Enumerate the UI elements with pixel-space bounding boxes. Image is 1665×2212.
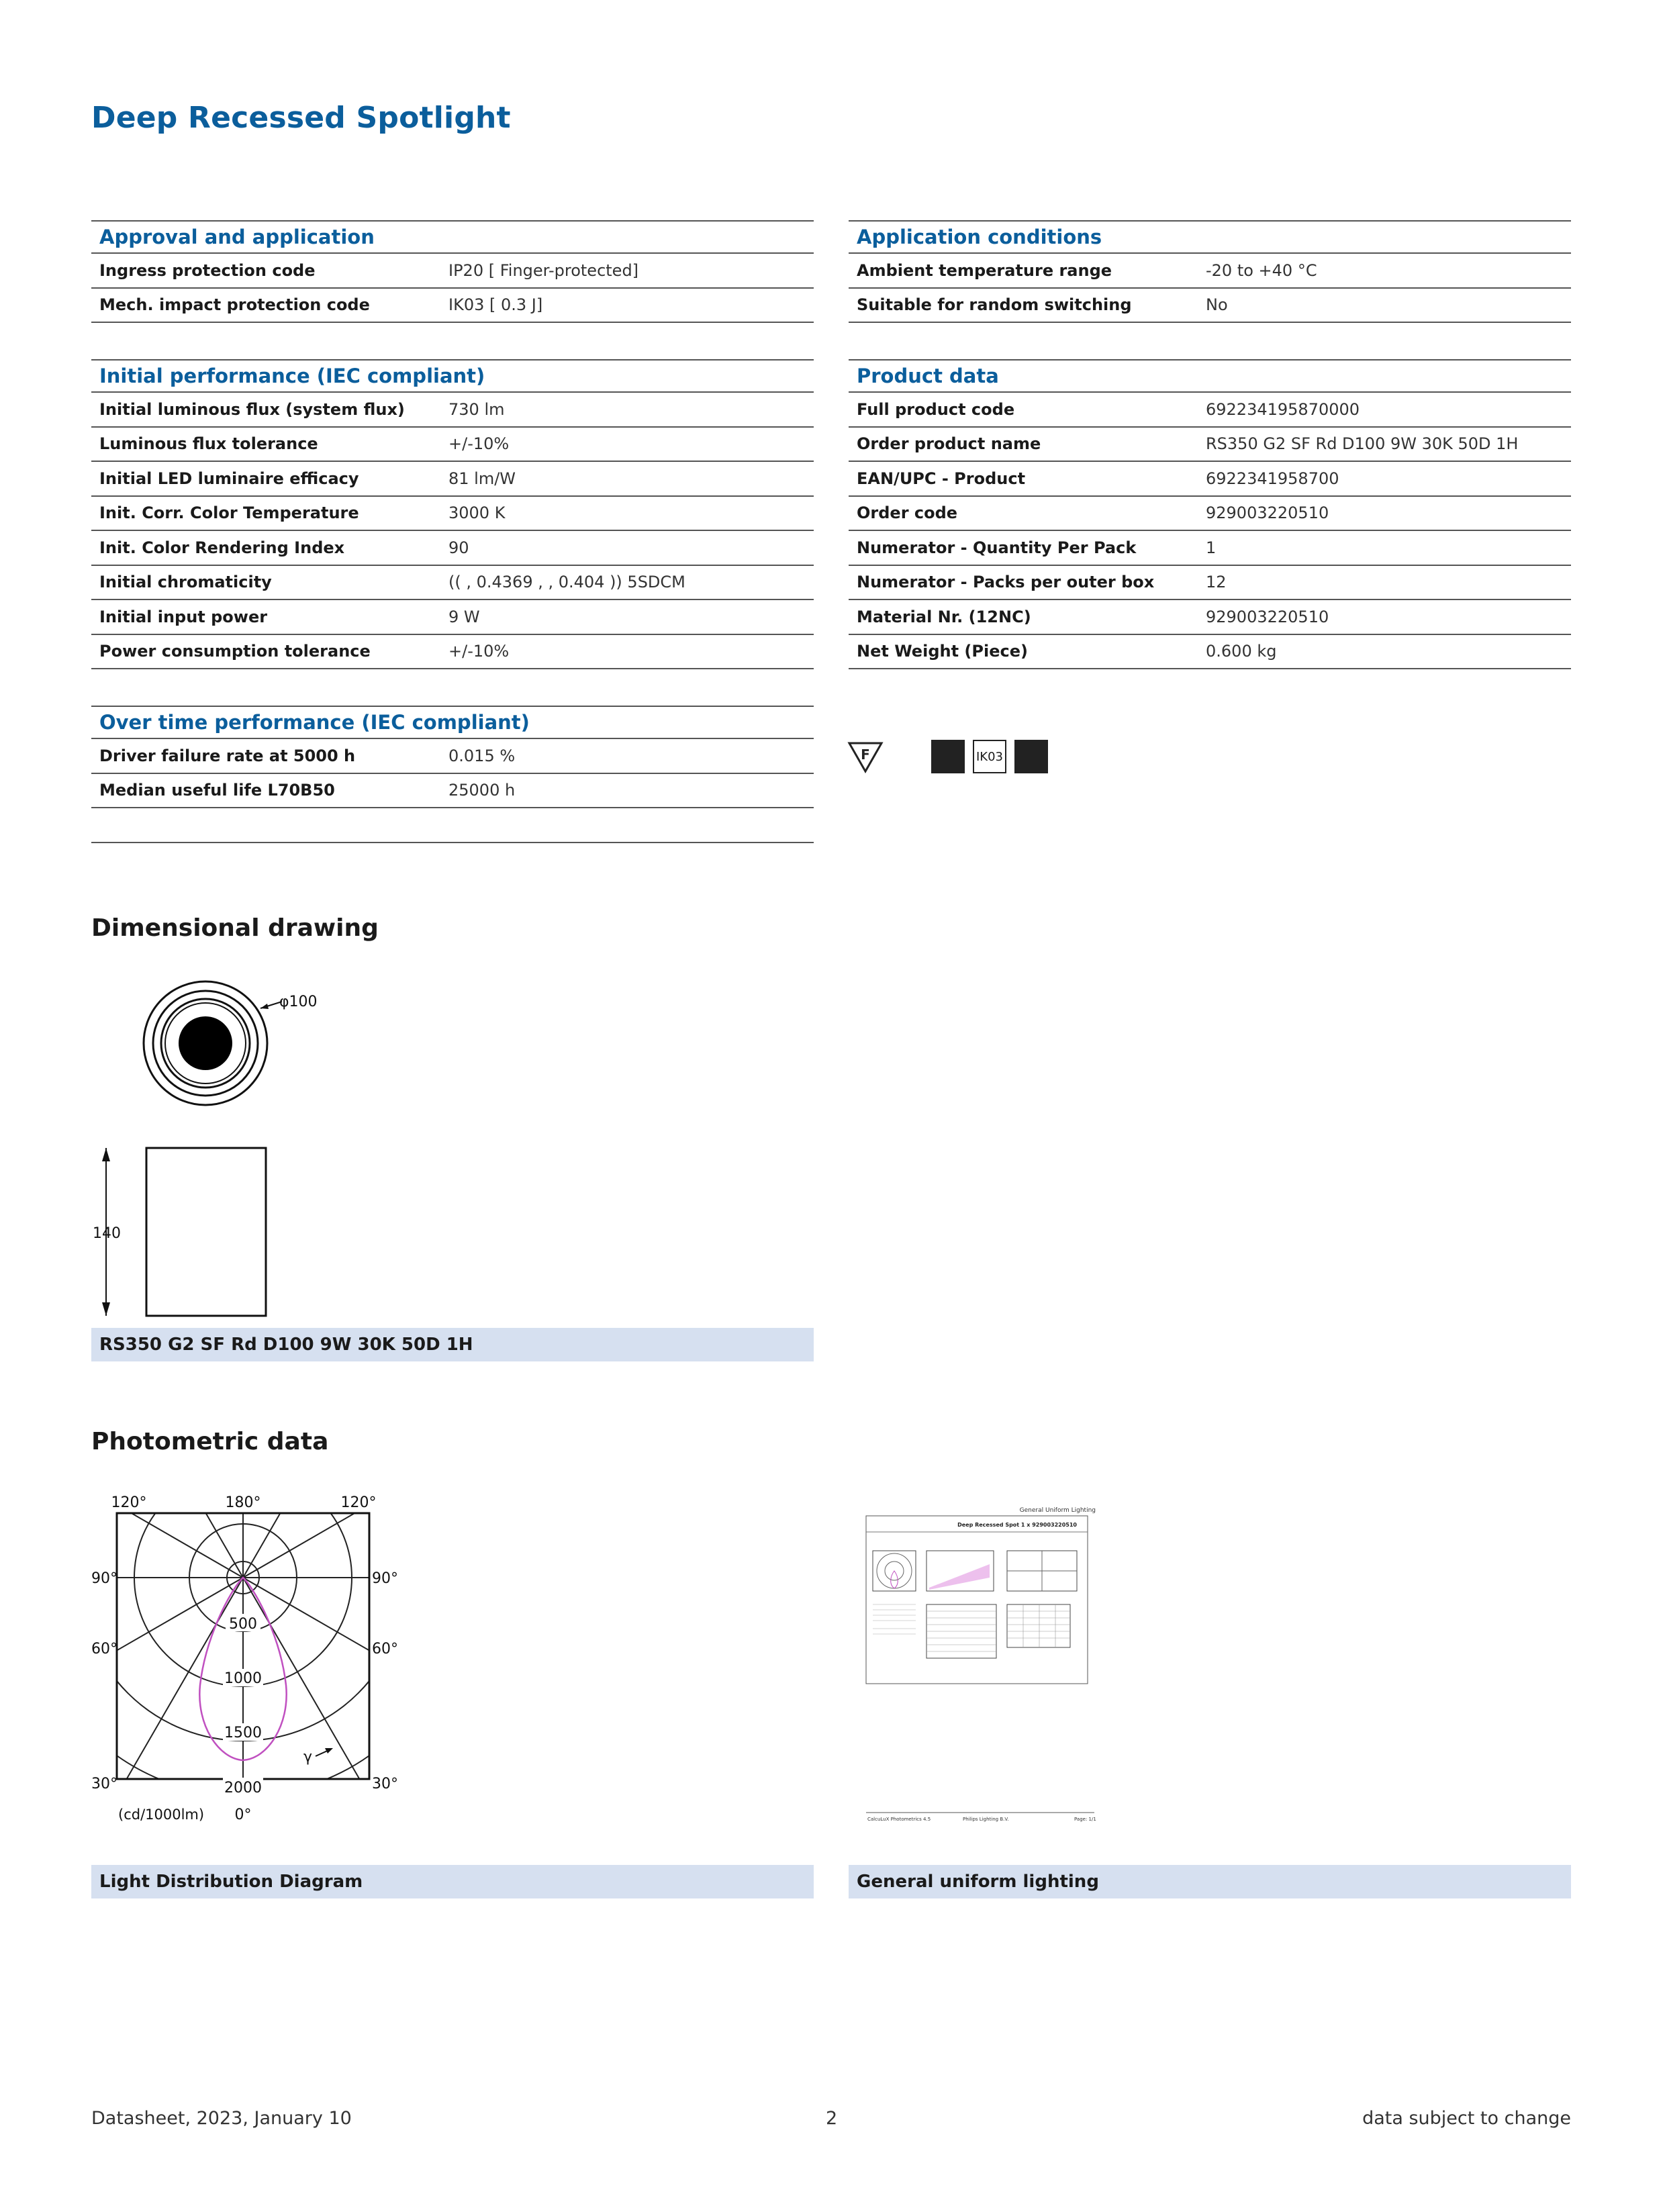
- table-row: [91, 497, 814, 532]
- table-row: [91, 289, 814, 324]
- row-key: Net Weight (Piece): [857, 642, 1028, 661]
- page-title: Deep Recessed Spotlight: [91, 101, 511, 135]
- row-value: -20 to +40 °C: [1206, 260, 1317, 280]
- table-row: [91, 462, 814, 497]
- angle-label-bottom: 0°: [234, 1807, 252, 1823]
- table-row: [849, 428, 1571, 463]
- angle-label-right-60: 60°: [372, 1641, 398, 1657]
- dimensional-caption: RS350 G2 SF Rd D100 9W 30K 50D 1H: [91, 1328, 814, 1361]
- uniform-lighting-sheet: [862, 1504, 1104, 1826]
- uniform-footer-mid: Philips Lighting B.V.: [963, 1817, 1009, 1822]
- row-value: No: [1206, 295, 1228, 315]
- table-header: Over time performance (IEC compliant): [91, 706, 814, 739]
- angle-label-right-90: 90°: [372, 1570, 398, 1587]
- table-header: Approval and application: [91, 220, 814, 254]
- row-key: Suitable for random switching: [857, 295, 1132, 315]
- dimensional-drawing: [87, 967, 342, 1323]
- angle-label-right-30: 30°: [372, 1776, 398, 1792]
- table-row: [91, 635, 814, 670]
- table-row: [849, 393, 1571, 428]
- f-mark-icon: [847, 741, 884, 773]
- table-initial-performance: [91, 359, 814, 669]
- row-value: +/-10%: [448, 642, 510, 661]
- row-key: Numerator - Quantity Per Pack: [857, 538, 1137, 557]
- footer-disclaimer: data subject to change: [1362, 2108, 1571, 2129]
- angle-label-left-30: 30°: [91, 1776, 117, 1792]
- row-key: Init. Corr. Color Temperature: [99, 503, 359, 523]
- table-approval: [91, 220, 814, 323]
- row-value: 6922341958700: [1206, 469, 1339, 488]
- row-value: 929003220510: [1206, 607, 1329, 626]
- black-square-icon: [931, 740, 965, 773]
- row-value: 1: [1206, 538, 1217, 557]
- row-key: Initial input power: [99, 607, 268, 626]
- row-key: Luminous flux tolerance: [99, 434, 318, 454]
- gamma-label: γ: [303, 1749, 313, 1766]
- angle-label-top-left: 120°: [111, 1494, 147, 1511]
- table-row-empty: [91, 808, 814, 843]
- table-row: [91, 600, 814, 635]
- uniform-lighting-caption: General uniform lighting: [849, 1865, 1571, 1898]
- ring-label-1500: 1500: [224, 1725, 262, 1741]
- table-row: [91, 254, 814, 289]
- row-key: Mech. impact protection code: [99, 295, 370, 315]
- dimensional-drawing-title: Dimensional drawing: [91, 914, 379, 942]
- row-key: Power consumption tolerance: [99, 642, 371, 661]
- table-row: [849, 531, 1571, 566]
- row-key: Material Nr. (12NC): [857, 607, 1031, 626]
- row-key: Ambient temperature range: [857, 260, 1112, 280]
- row-value: 90: [448, 538, 469, 557]
- row-key: Initial luminous flux (system flux): [99, 399, 405, 419]
- row-value: 0.600 kg: [1206, 642, 1277, 661]
- row-value: 12: [1206, 573, 1227, 592]
- table-row: [849, 462, 1571, 497]
- footer-page-number: 2: [826, 2108, 838, 2129]
- table-product-data: [849, 359, 1571, 669]
- height-label: 140: [93, 1225, 121, 1242]
- angle-label-top-center: 180°: [225, 1494, 261, 1511]
- row-key: Numerator - Packs per outer box: [857, 573, 1155, 592]
- row-key: Initial chromaticity: [99, 573, 272, 592]
- row-value: RS350 G2 SF Rd D100 9W 30K 50D 1H: [1206, 434, 1519, 454]
- table-header: Application conditions: [849, 220, 1571, 254]
- row-value: 692234195870000: [1206, 399, 1360, 419]
- table-header: Product data: [849, 359, 1571, 393]
- row-key: EAN/UPC - Product: [857, 469, 1026, 488]
- ring-label-500: 500: [229, 1616, 257, 1633]
- table-row: [91, 428, 814, 463]
- angle-label-left-90: 90°: [91, 1570, 117, 1587]
- row-key: Initial LED luminaire efficacy: [99, 469, 359, 488]
- uniform-footer-right: Page: 1/1: [1074, 1817, 1096, 1822]
- light-distribution-caption: Light Distribution Diagram: [91, 1865, 814, 1898]
- table-row: [91, 774, 814, 809]
- footer-date: Datasheet, 2023, January 10: [91, 2108, 352, 2129]
- table-overtime-performance: [91, 706, 814, 843]
- row-key: Driver failure rate at 5000 h: [99, 746, 356, 765]
- diameter-label: φ100: [279, 994, 318, 1010]
- unit-label: (cd/1000lm): [118, 1807, 205, 1823]
- row-value: IK03 [ 0.3 J]: [448, 295, 543, 315]
- row-key: Full product code: [857, 399, 1015, 419]
- row-value: 25000 h: [448, 781, 516, 800]
- uniform-footer-left: CalcuLuX Photometrics 4.5: [867, 1817, 931, 1822]
- table-row: [849, 566, 1571, 601]
- table-application-conditions: [849, 220, 1571, 323]
- row-value: 81 lm/W: [448, 469, 516, 488]
- table-row: [91, 531, 814, 566]
- ik03-icon: [973, 740, 1006, 773]
- angle-label-top-right: 120°: [340, 1494, 377, 1511]
- row-key: Ingress protection code: [99, 260, 316, 280]
- table-row: [91, 739, 814, 774]
- ring-label-2000: 2000: [224, 1780, 262, 1796]
- ring-label-1000: 1000: [224, 1670, 262, 1687]
- row-value: IP20 [ Finger-protected]: [448, 260, 639, 280]
- photometric-title: Photometric data: [91, 1428, 329, 1455]
- uniform-lighting-thumbnail: [862, 1504, 1104, 1826]
- row-value: 9 W: [448, 607, 480, 626]
- row-value: 0.015 %: [448, 746, 516, 765]
- table-row: [849, 635, 1571, 670]
- row-key: Median useful life L70B50: [99, 781, 335, 800]
- uniform-subtitle: Deep Recessed Spot 1 x 929003220510: [957, 1522, 1077, 1528]
- angle-label-left-60: 60°: [91, 1641, 117, 1657]
- row-key: Order code: [857, 503, 958, 523]
- table-row: [91, 393, 814, 428]
- row-key: Order product name: [857, 434, 1041, 454]
- light-distribution-diagram: [87, 1484, 410, 1839]
- black-square-icon: [1014, 740, 1048, 773]
- row-key: Init. Color Rendering Index: [99, 538, 345, 557]
- uniform-header: General Uniform Lighting: [1019, 1507, 1096, 1514]
- ik-label: IK03: [976, 749, 1004, 764]
- row-value: 929003220510: [1206, 503, 1329, 523]
- table-row: [849, 289, 1571, 324]
- table-header: Initial performance (IEC compliant): [91, 359, 814, 393]
- table-row: [849, 254, 1571, 289]
- table-row: [91, 566, 814, 601]
- table-row: [849, 497, 1571, 532]
- row-value: 3000 K: [448, 503, 506, 523]
- f-mark-label: F: [861, 747, 870, 763]
- row-value: 730 lm: [448, 399, 505, 419]
- row-value: +/-10%: [448, 434, 510, 454]
- row-value: (( , 0.4369 , , 0.404 )) 5SDCM: [448, 573, 685, 592]
- table-row: [849, 600, 1571, 635]
